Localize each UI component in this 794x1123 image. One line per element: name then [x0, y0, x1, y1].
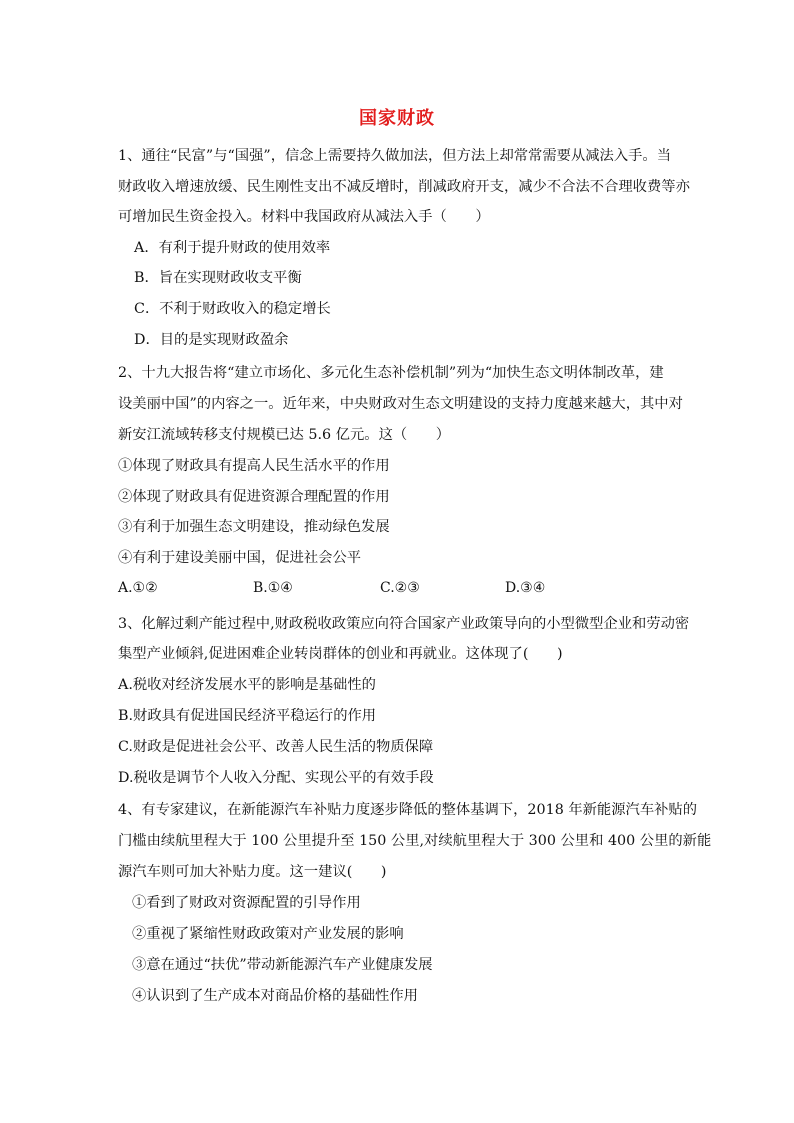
q1-option-c: C．不利于财政收入的稳定增长	[134, 301, 331, 317]
q2-statement-4: ④有利于建设美丽中国，促进社会公平	[118, 550, 362, 566]
q2-options-row	[118, 580, 678, 600]
q4-statement-4: ④认识到了生产成本对商品价格的基础性作用	[132, 988, 418, 1004]
q1-option-a: A．有利于提升财政的使用效率	[134, 240, 331, 256]
q2-option-b: B.①④	[253, 580, 293, 596]
q2-option-c: C.②③	[380, 580, 420, 596]
q4-statement-3: ③意在通过“扶优”带动新能源汽车产业健康发展	[132, 957, 433, 973]
q3-stem-line-1: 3、化解过剩产能过程中,财政税收政策应向符合国家产业政策导向的小型微型企业和劳动密	[118, 616, 690, 632]
q1-option-b: B．旨在实现财政收支平衡	[134, 270, 302, 286]
q4-stem-line-2: 门槛由续航里程大于 100 公里提升至 150 公里,对续航里程大于 300 公里和 400 公里的新能	[118, 833, 712, 849]
q4-stem-line-1: 4、有专家建议，在新能源汽车补贴力度逐步降低的整体基调下，2018 年新能源汽车补贴的	[118, 802, 698, 818]
q3-option-d: D.税收是调节个人收入分配、实现公平的有效手段	[118, 770, 434, 786]
q1-stem-line-3: 可增加民生资金投入。材料中我国政府从减法入手（ ）	[118, 209, 490, 225]
q1-stem-line-1: 1、通往“民富”与“国强”，信念上需要持久做加法，但方法上却常常需要从减法入手。当	[118, 148, 672, 164]
q3-option-b: B.财政具有促进国民经济平稳运行的作用	[118, 708, 377, 724]
q2-option-d: D.③④	[505, 580, 546, 596]
page-title: 国家财政	[359, 108, 435, 129]
q1-option-d: D．目的是实现财政盈余	[134, 332, 289, 348]
q2-statement-3: ③有利于加强生态文明建设，推动绿色发展	[118, 519, 390, 535]
q1-stem-line-2: 财政收入增速放缓、民生刚性支出不减反增时，削减政府开支，减少不合法不合理收费等亦	[118, 179, 690, 195]
q2-stem-line-3: 新安江流域转移支付规模已达 5.6 亿元。这（ ）	[118, 427, 451, 443]
q4-stem-line-3: 源汽车则可加大补贴力度。这一建议( )	[118, 864, 387, 880]
q3-stem-line-2: 集型产业倾斜,促进困难企业转岗群体的创业和再就业。这体现了( )	[118, 646, 563, 662]
q2-stem-line-2: 设美丽中国”的内容之一。近年来，中央财政对生态文明建设的支持力度越来越大，其中对	[118, 396, 683, 412]
q3-option-c: C.财政是促进社会公平、改善人民生活的物质保障	[118, 739, 434, 755]
q2-stem-line-1: 2、十九大报告将“建立市场化、多元化生态补偿机制”列为“加快生态文明体制改革，建	[118, 365, 664, 381]
q3-option-a: A.税收对经济发展水平的影响是基础性的	[118, 677, 376, 693]
q4-statement-2: ②重视了紧缩性财政政策对产业发展的影响	[132, 926, 404, 942]
q2-statement-1: ①体现了财政具有提高人民生活水平的作用	[118, 458, 390, 474]
q4-statement-1: ①看到了财政对资源配置的引导作用	[132, 895, 361, 911]
q2-option-a: A.①②	[118, 580, 158, 596]
q2-statement-2: ②体现了财政具有促进资源合理配置的作用	[118, 489, 390, 505]
